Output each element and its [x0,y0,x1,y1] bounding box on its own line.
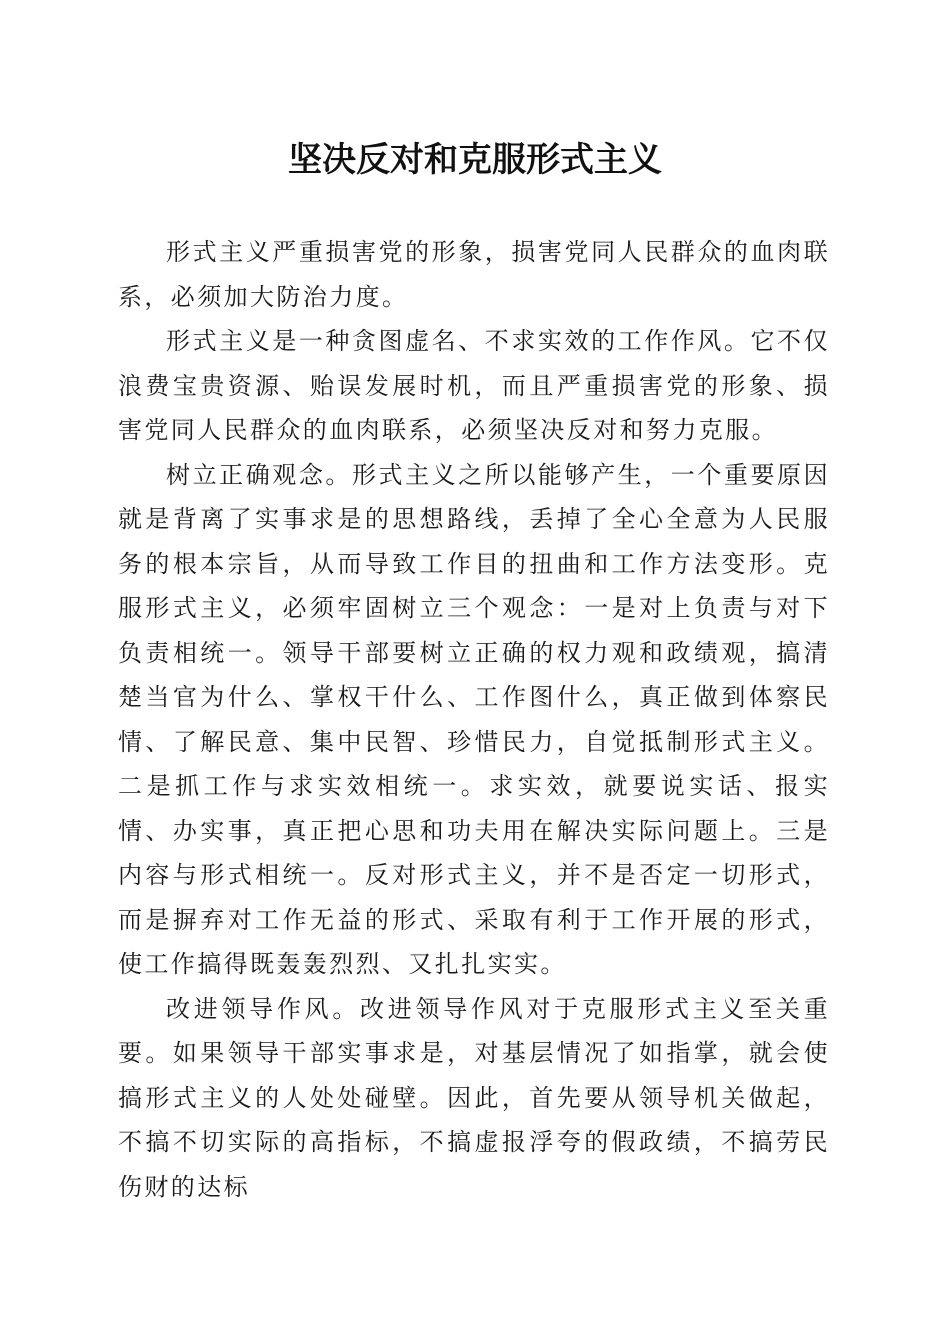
paragraph: 形式主义是一种贪图虚名、不求实效的工作作风。它不仅浪费宝贵资源、贻误发展时机，而且严重损害党的形象、损害党同人民群众的血肉联系，必须坚决反对和努力克服。 [118,327,830,444]
paragraph: 形式主义严重损害党的形象，损害党同人民群众的血肉联系，必须加大防治力度。 [118,238,830,311]
document-title: 坚决反对和克服形式主义 [288,140,662,180]
paragraph: 改进领导作风。改进领导作风对于克服形式主义至关重要。如果领导干部实事求是，对基层情况了如指掌，就会使搞形式主义的人处处碰壁。因此，首先要从领导机关做起，不搞不切实际的高指标，不搞虚报浮夸的假政绩，不搞劳民伤财的达标 [118,994,830,1201]
document-body [118,230,830,1209]
paragraph: 树立正确观念。形式主义之所以能够产生，一个重要原因就是背离了实事求是的思想路线，丢掉了全心全意为人民服务的根本宗旨，从而导致工作目的扭曲和工作方法变形。克服形式主义，必须牢固树立三个观念：一是对上负责与对下负责相统一。领导干部要树立正确的权力观和政绩观，搞清楚当官为什么、掌权干什么、工作图什么，真正做到体察民情、了解民意、集中民智、珍惜民力，自觉抵制形式主义。二是抓工作与求实效相统一。求实效，就要说实话、报实情、办实事，真正把心思和功夫用在解决实际问题上。三是内容与形式相统一。反对形式主义，并不是否定一切形式，而是摒弃对工作无益的形式、采取有利于工作开展的形式，使工作搞得既轰轰烈烈、又扎扎实实。 [118,460,830,978]
